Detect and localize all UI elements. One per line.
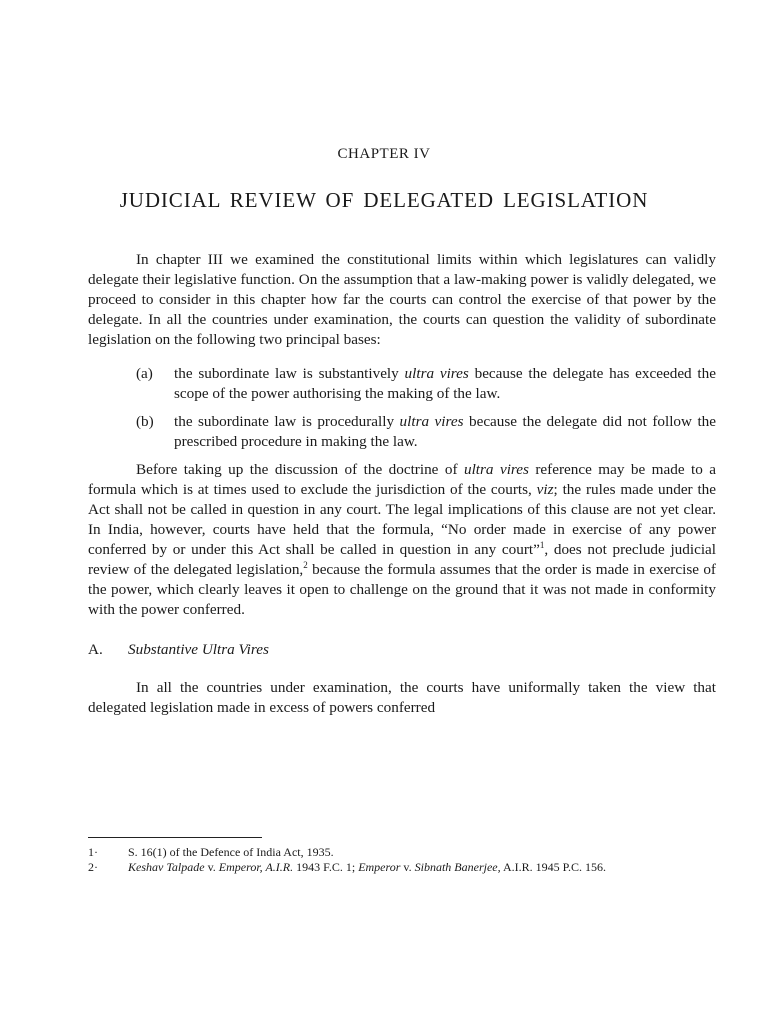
formula-paragraph	[88, 460, 716, 620]
section-heading	[88, 640, 716, 660]
case-name: Emperor, A.I.R.	[218, 860, 294, 874]
text-run: reference may be made to a formula which is at times used to exclude the jurisdiction of the courts,	[88, 461, 717, 498]
case-name: Keshav Talpade	[128, 860, 205, 874]
citation: A.I.R. 1945 P.C. 156.	[500, 860, 606, 874]
text-run-italic: ultra vires	[463, 461, 529, 478]
text-run: because the formula assumes that the order is made in exercise of the power, which clearly leaves it open to challenge on the ground that it was not made in conformity with the power conferred.	[88, 561, 716, 618]
substantive-paragraph: In all the countries under examination, the courts have uniformally taken the view that delegated legislation made in excess of powers conferred	[88, 679, 716, 716]
list-text-after: because the delegate did not follow the prescribed procedure in making the law.	[174, 413, 717, 450]
intro-paragraph: In chapter III we examined the constitutional limits within which legislatures can validly delegate their legislative function. On the assumption that a law-making power is validly delegated, we proceed to consider in this chapter how far the courts can control the exercise of that power by the delegate. In all the countries under examination, the courts can question the validity of subordinate legislation on the following two principal bases:	[88, 251, 716, 348]
chapter-title: JUDICIAL REVIEW OF DELEGATED LEGISLATION	[119, 188, 649, 212]
list-marker: (b)	[136, 413, 154, 430]
text-run: v.	[400, 860, 415, 874]
case-name: Sibnath Banerjee,	[414, 860, 501, 874]
body-text	[88, 250, 716, 718]
footnote	[88, 845, 716, 859]
footnote-divider	[88, 837, 262, 838]
list-text-before: the subordinate law is procedurally	[174, 413, 395, 430]
footnote-ref[interactable]: 1	[539, 539, 545, 550]
list-text-italic: ultra vires	[404, 365, 469, 382]
chapter-label: CHAPTER IV	[337, 146, 431, 162]
footnote-number: 2·	[88, 860, 98, 874]
footnote	[88, 860, 716, 874]
list-marker: (a)	[136, 365, 153, 382]
citation: 1943 F.C. 1;	[293, 860, 359, 874]
text-run: ; the rules made under the Act shall not be called in question in any court. The legal implications of this clause are not yet clear. In India, however, courts have held that the formula, “No order made in exercise of any power conferred by or under this Act shall be called in question in any court”	[88, 481, 716, 558]
case-name: Emperor	[358, 860, 401, 874]
text-run: v.	[204, 860, 219, 874]
list-item	[88, 364, 716, 404]
section-title: Substantive Ultra Vires	[128, 641, 269, 658]
list-item	[88, 412, 716, 452]
list-text-before: the subordinate law is substantively	[174, 365, 399, 382]
list-text-after: because the delegate has exceeded the scope of the power authorising the making of the law.	[174, 365, 716, 402]
section-letter: A.	[88, 641, 103, 658]
text-run-italic: viz	[536, 481, 554, 498]
footnote-text: S. 16(1) of the Defence of India Act, 1935.	[128, 845, 334, 859]
bases-list	[88, 364, 716, 452]
list-text-italic: ultra vires	[399, 413, 464, 430]
text-run: Before taking up the discussion of the doctrine of	[136, 461, 458, 478]
footnote-ref[interactable]: 2	[303, 559, 308, 570]
text-run: , does not preclude judicial review of the delegated legislation,	[88, 541, 716, 578]
footnotes	[88, 845, 716, 875]
footnote-number: 1·	[88, 845, 98, 859]
